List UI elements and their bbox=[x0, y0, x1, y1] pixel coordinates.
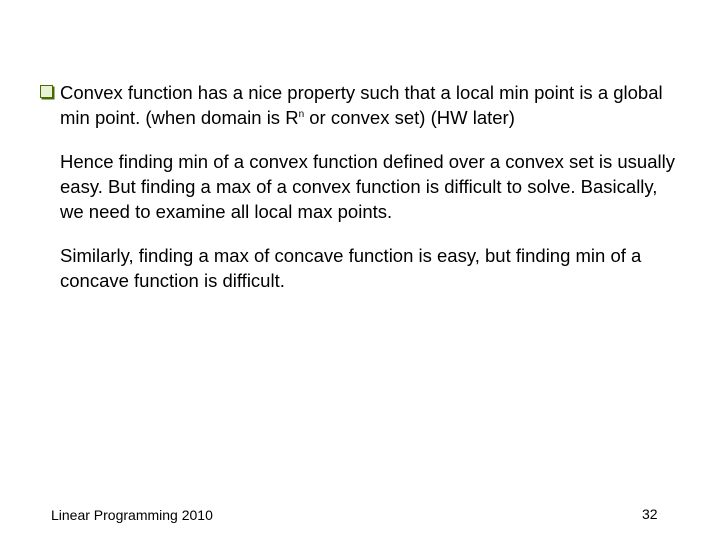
bullet-text-tail: or convex set) (HW later) bbox=[304, 107, 515, 128]
paragraph-convex-max: Hence finding min of a convex function defined over a convex set is usually easy. But finding a max of a convex function is difficult to solve. Basically, we need to examine all local max points. bbox=[60, 151, 675, 222]
superscript-n: n bbox=[298, 108, 305, 120]
paragraph-concave-min: Similarly, finding a max of concave function is easy, but finding min of a concave function is difficult. bbox=[60, 245, 642, 291]
checkbox-bullet-icon bbox=[40, 85, 53, 98]
slide-page-number: 32 bbox=[642, 506, 658, 522]
footer-course-label: Linear Programming 2010 bbox=[51, 507, 213, 523]
slide-content bbox=[36, 80, 676, 312]
bullet-text-main: Convex function has a nice property such that a local min point is a global min point. (when domain is R bbox=[60, 82, 663, 128]
bullet-paragraph bbox=[36, 80, 676, 130]
